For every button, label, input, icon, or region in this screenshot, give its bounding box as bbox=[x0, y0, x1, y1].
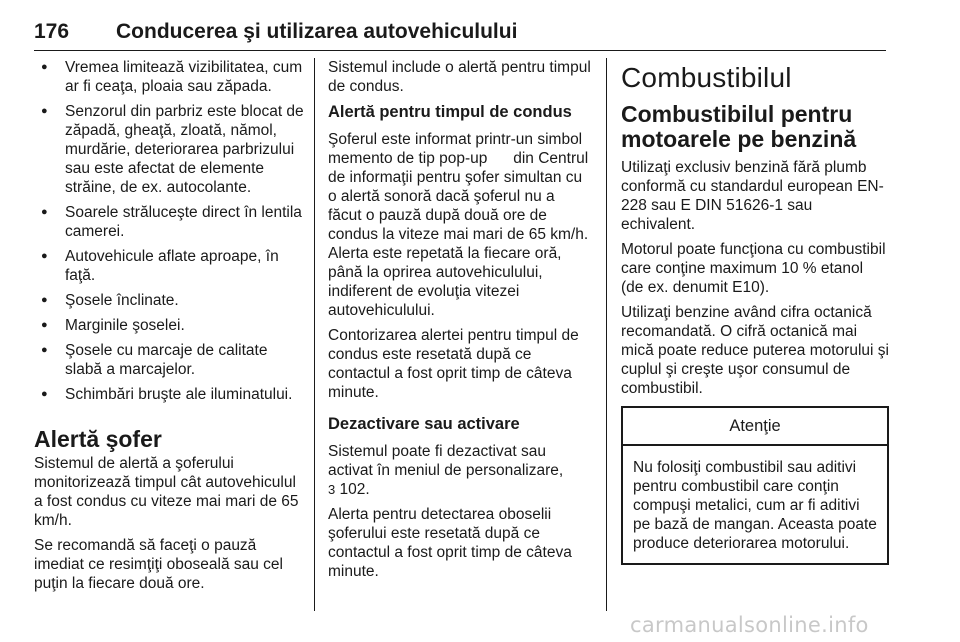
list-item: ● Şosele cu marcaje de calitate slabă a marcajelor. bbox=[34, 341, 304, 379]
paragraph: Se recomandă să faceţi o pauză imediat ce resimţiţi oboseală sau cel puţin la fiecare două ore. bbox=[34, 537, 283, 592]
paragraph: Şoferul este informat printr-un simbol memento de tip pop-up din Centrul de informaţii pentru şofer simultan cu o alertă sonoră dacă şoferul nu a făcut o pauză după două ore de condus la viteze mai mari de 65 km/h. Alerta este repetată la fiecare oră, până la oprirea autovehiculului, indiferent de evoluţia vitezei autovehiculului. bbox=[328, 131, 593, 319]
condition-list bbox=[34, 58, 304, 404]
paragraph: Alerta pentru detectarea oboselii şoferului este resetată după ce contactul a fost oprit timp de câteva minute. bbox=[328, 506, 572, 580]
column-right bbox=[621, 58, 889, 565]
paragraph: Motorul poate funcţiona cu combustibil care conţine maximum 10 % etanol (de ex. denumit E10). bbox=[621, 241, 886, 296]
paragraph: Sistemul include o alertă pentru timpul de condus. bbox=[328, 59, 591, 95]
column-divider-1 bbox=[314, 58, 315, 611]
list-item: ● Schimbări bruşte ale iluminatului. bbox=[34, 385, 310, 404]
warning-title: Atenţie bbox=[623, 408, 887, 446]
list-item: ● Marginile şoselei. bbox=[34, 316, 304, 335]
list-item: ● Soarele străluceşte direct în lentila camerei. bbox=[34, 203, 304, 241]
paragraph: Utilizaţi exclusiv benzină fără plumb conformă cu standardul european EN-228 sau E DIN 51626-1 sau echivalent. bbox=[621, 159, 884, 233]
paragraph: Sistemul de alertă a şoferului monitorizează timpul cât autovehiculul a fost condus cu viteze mai mari de 65 km/h. bbox=[34, 455, 299, 529]
list-item: ● Şosele înclinate. bbox=[34, 291, 304, 310]
paragraph-text: Sistemul poate fi dezactivat sau activat în meniul de personalizare, bbox=[328, 443, 564, 479]
warning-body: Nu folosiţi combustibil sau aditivi pentru combustibil care conţin compuşi metalici, cum ar fi aditivi pe bază de mangan. Aceasta poate produce deteriorarea motorului. bbox=[633, 459, 877, 552]
heading-driving-time-alert: Alertă pentru timpul de condus bbox=[328, 103, 572, 121]
section-title-driver-alert: Alertă şofer bbox=[34, 426, 162, 452]
watermark-text: carmanualsonline.info bbox=[630, 613, 869, 637]
paragraph: Utilizaţi benzine având cifra octanică recomandată. O cifră octanică mai mică poate reduce puterea motorului şi cuplul şi creşte uşor consumul de combustibil. bbox=[621, 304, 889, 397]
list-item: ● Autovehicule aflate aproape, în faţă. bbox=[34, 247, 304, 285]
page-header bbox=[34, 20, 886, 51]
list-item: ● Vremea limitează vizibilitatea, cum ar fi ceaţa, ploaia sau zăpada. bbox=[34, 58, 304, 96]
column-middle bbox=[328, 58, 592, 587]
section-title-petrol-fuel: Combustibilul pentru motoarele pe benzină bbox=[621, 101, 857, 152]
list-item: ● Senzorul din parbriz este blocat de zăpadă, gheaţă, zloată, nămol, murdărie, deteriorarea parbrizului sau este afectat de elemente străine, de ex. autocolante. bbox=[34, 102, 304, 197]
warning-box bbox=[621, 406, 889, 565]
heading-deactivate-activate: Dezactivare sau activare bbox=[328, 415, 520, 433]
page-number: 176 bbox=[34, 20, 70, 43]
column-divider-2 bbox=[606, 58, 607, 611]
paragraph bbox=[328, 442, 592, 499]
column-left bbox=[34, 58, 304, 599]
page-title: Conducerea şi utilizarea autovehiculului bbox=[116, 20, 518, 43]
chapter-title-fuel: Combustibilul bbox=[621, 62, 792, 93]
paragraph: Contorizarea alertei pentru timpul de condus este resetată după ce contactul a fost oprit timp de câteva minute. bbox=[328, 327, 579, 401]
page-reference-icon: 3 bbox=[328, 482, 336, 497]
page-reference[interactable]: 102. bbox=[335, 481, 370, 498]
